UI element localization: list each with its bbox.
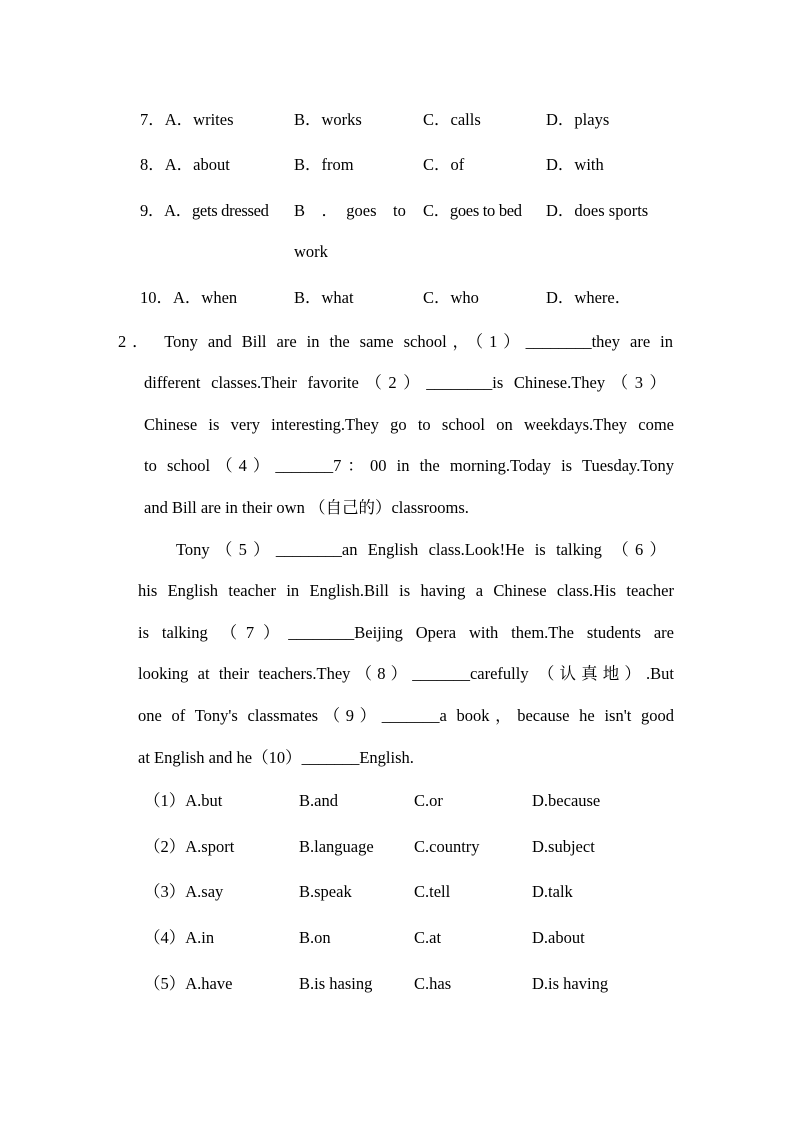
passage-line-10: one of Tony's classmates（9）_______a book，because he isn't good: [138, 706, 674, 725]
option-row-2: [0, 835, 794, 859]
passage-line-5: and Bill are in their own （自己的）classrooms.: [144, 498, 469, 517]
option-row-3: [0, 880, 794, 904]
q8-option-a: 8．A．about: [140, 155, 230, 174]
opt4-d: D.about: [532, 928, 585, 947]
passage-line-6: Tony（5）________an English class.Look!He is talking （6）: [176, 540, 666, 559]
opt2-a: （2）A.sport: [144, 837, 235, 856]
q7-option-d: D．plays: [546, 110, 610, 129]
passage-line-11: at English and he（10）_______English.: [138, 748, 414, 767]
option-row-5: [0, 972, 794, 996]
opt3-a: （3）A.say: [144, 882, 224, 901]
opt1-c: C.or: [414, 791, 443, 810]
q7-option-b: B．works: [294, 110, 362, 129]
q8-option-d: D．with: [546, 155, 604, 174]
opt2-c: C.country: [414, 837, 480, 856]
opt3-b: B.speak: [299, 882, 352, 901]
q10-option-b: B．what: [294, 288, 354, 307]
opt1-a: （1）A.but: [144, 791, 223, 810]
question-8: [0, 153, 794, 177]
passage-line-7: his English teacher in English.Bill is having a Chinese class.His teacher: [138, 581, 674, 600]
option-row-4: [0, 926, 794, 950]
opt3-d: D.talk: [532, 882, 573, 901]
q9-option-b: B ． goes to: [294, 201, 406, 220]
passage-line-3: Chinese is very interesting.They go to school on weekdays.They come: [144, 415, 674, 434]
q10-option-c: C．who: [423, 288, 479, 307]
opt5-c: C.has: [414, 974, 452, 993]
opt1-b: B.and: [299, 791, 338, 810]
opt4-b: B.on: [299, 928, 331, 947]
question-10: [0, 286, 794, 310]
passage-line-4: to school（4）_______7：00 in the morning.Today is Tuesday.Tony: [144, 456, 674, 475]
q7-option-c: C．calls: [423, 110, 481, 129]
opt5-d: D.is having: [532, 974, 609, 993]
q9-option-a: 9．A．gets dressed: [140, 201, 269, 220]
q10-option-d: D．where．: [546, 288, 632, 307]
q9-option-d: D．does sports: [546, 201, 649, 220]
passage-line-2: different classes.Their favorite（2）________is Chinese.They（3）: [144, 373, 666, 392]
passage-line-9: looking at their teachers.They（8）_______carefully （认真地）.But: [138, 664, 674, 683]
question-9-wrap: [0, 240, 794, 264]
opt2-d: D.subject: [532, 837, 595, 856]
q10-option-a: 10．A．when: [140, 288, 238, 307]
opt4-c: C.at: [414, 928, 442, 947]
q9-option-b-continued: work: [294, 242, 328, 261]
question-7: [0, 108, 794, 132]
opt2-b: B.language: [299, 837, 374, 856]
q7-option-a: 7．A．writes: [140, 110, 234, 129]
option-row-1: [0, 789, 794, 813]
passage-line-8: is talking （7）________Beijing Opera with them.The students are: [138, 623, 674, 642]
question-9: [0, 199, 794, 223]
q8-option-c: C．of: [423, 155, 465, 174]
opt5-b: B.is hasing: [299, 974, 373, 993]
opt1-d: D.because: [532, 791, 601, 810]
opt3-c: C.tell: [414, 882, 451, 901]
q9-option-c: C．goes to bed: [423, 201, 522, 220]
opt5-a: （5）A.have: [144, 974, 233, 993]
opt4-a: （4）A.in: [144, 928, 215, 947]
q8-option-b: B．from: [294, 155, 354, 174]
passage-line-1: 2． Tony and Bill are in the same school，（1）________they are in: [118, 332, 673, 351]
